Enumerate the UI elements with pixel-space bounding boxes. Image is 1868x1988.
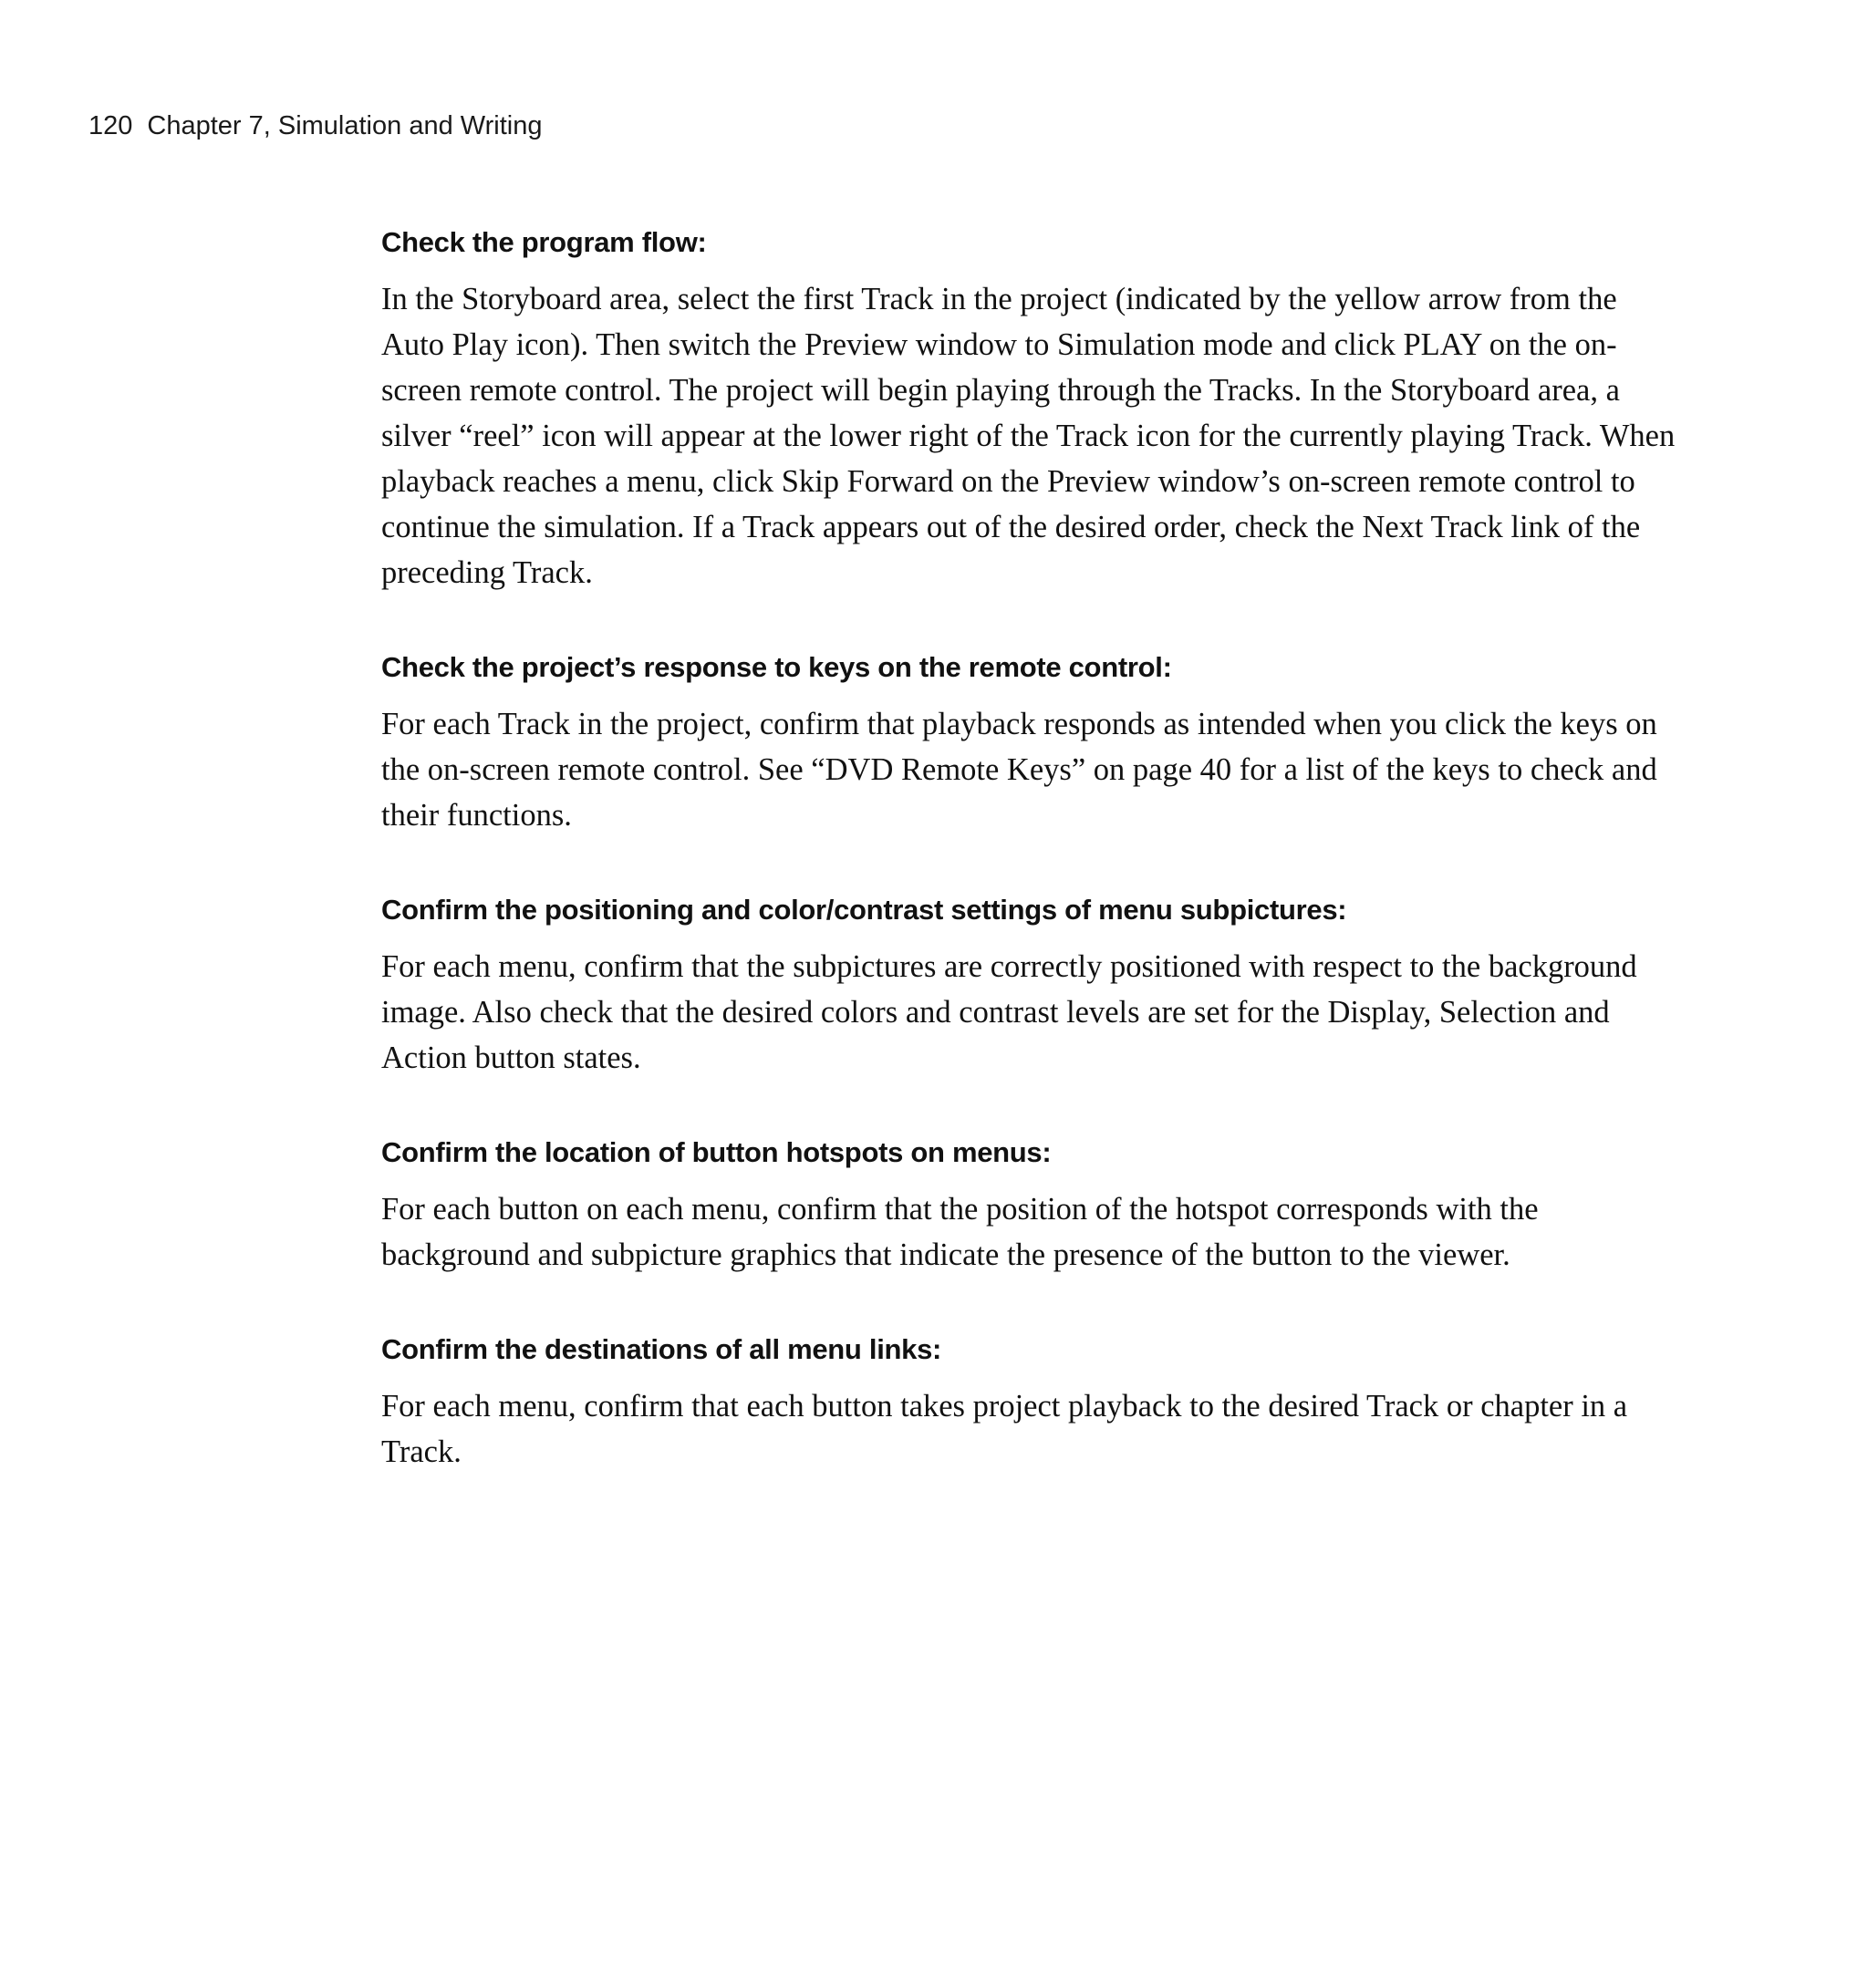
page-content xyxy=(381,223,1676,1527)
section-heading: Confirm the destinations of all menu links: xyxy=(381,1333,942,1365)
page-number: 120 xyxy=(88,111,133,140)
section-subpictures xyxy=(381,891,1676,1081)
section-body: For each menu, confirm that each button takes project playback to the desired Track or chapter in a Track. xyxy=(381,1389,1628,1469)
section-hotspots xyxy=(381,1134,1676,1278)
section-body: In the Storyboard area, select the first Track in the project (indicated by the yellow arrow from the Auto Play icon). Then switch the Preview window to Simulation mode and click PLAY on the on-screen remote control. The project will begin playing through the Tracks. In the Storyboard area, a silver “reel” icon will appear at the lower right of the Track icon for the currently playing Track. When playback reaches a menu, click Skip Forward on the Preview window’s on-screen remote control to continue the simulation. If a Track appears out of the desired order, check the Next Track link of the preceding Track. xyxy=(381,282,1676,590)
section-body: For each Track in the project, confirm that playback responds as intended when you click the keys on the on-screen remote control. See “DVD Remote Keys” on page 40 for a list of the keys to check and their functions. xyxy=(381,707,1657,833)
section-program-flow xyxy=(381,223,1676,595)
section-heading: Check the project’s response to keys on the remote control: xyxy=(381,651,1172,683)
section-heading: Confirm the location of button hotspots on menus: xyxy=(381,1136,1052,1168)
section-body: For each menu, confirm that the subpictures are correctly positioned with respect to the background image. Also check that the desired colors and contrast levels are set for the Display, Selection and Action button states. xyxy=(381,949,1637,1075)
section-body: For each button on each menu, confirm that the position of the hotspot corresponds with the background and subpicture graphics that indicate the presence of the button to the viewer. xyxy=(381,1192,1539,1272)
section-menu-links xyxy=(381,1331,1676,1475)
section-heading: Check the program flow: xyxy=(381,226,707,258)
chapter-title: Chapter 7, Simulation and Writing xyxy=(147,111,543,140)
section-remote-keys xyxy=(381,648,1676,838)
running-head xyxy=(88,109,542,142)
section-heading: Confirm the positioning and color/contrast settings of menu subpictures: xyxy=(381,894,1347,926)
